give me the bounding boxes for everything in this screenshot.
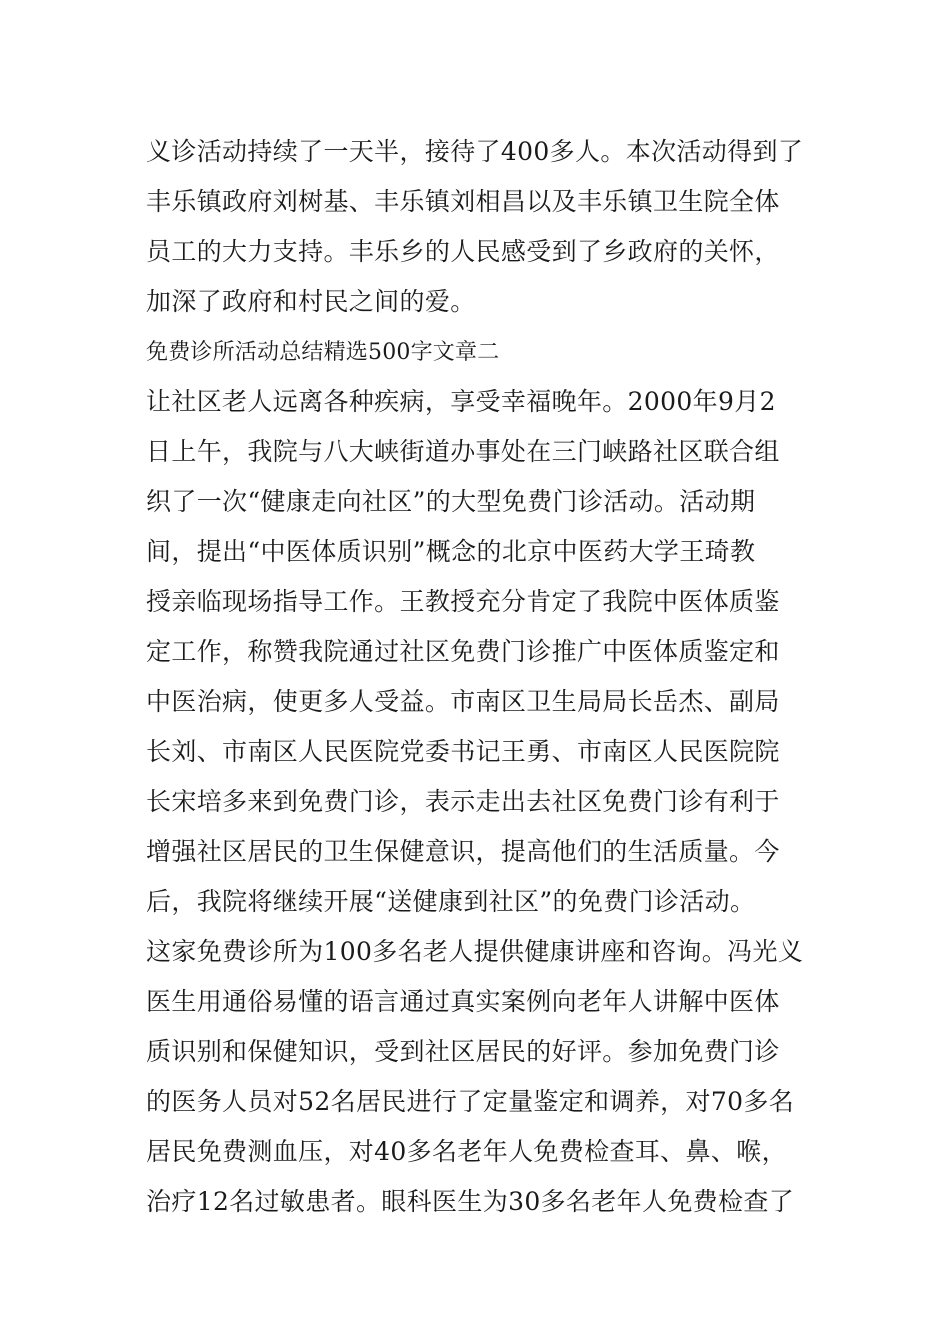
paragraph-1-line-2: 丰乐镇政府刘树基、丰乐镇刘相昌以及丰乐镇卫生院全体 bbox=[146, 187, 780, 216]
paragraph-3-line-6: 治疗12名过敏患者。眼科医生为30多名老年人免费检查了 bbox=[146, 1187, 795, 1216]
paragraph-2-line-5: 授亲临现场指导工作。王教授充分肯定了我院中医体质鉴 bbox=[146, 587, 780, 616]
section-heading: 免费诊所活动总结精选500字文章二 bbox=[146, 340, 500, 365]
paragraph-2-line-10: 增强社区居民的卫生保健意识，提高他们的生活质量。今 bbox=[146, 837, 780, 866]
paragraph-1-line-4: 加深了政府和村民之间的爱。 bbox=[146, 287, 476, 316]
paragraph-1-line-1: 义诊活动持续了一天半，接待了400多人。本次活动得到了 bbox=[146, 137, 804, 166]
paragraph-2-line-11: 后，我院将继续开展“送健康到社区”的免费门诊活动。 bbox=[146, 887, 756, 916]
paragraph-3-line-1: 这家免费诊所为100多名老人提供健康讲座和咨询。冯光义 bbox=[146, 937, 804, 966]
paragraph-1-line-3: 员工的大力支持。丰乐乡的人民感受到了乡政府的关怀， bbox=[146, 237, 780, 266]
paragraph-2-line-9: 长宋培多来到免费门诊，表示走出去社区免费门诊有利于 bbox=[146, 787, 780, 816]
paragraph-2-line-2: 日上午，我院与八大峡街道办事处在三门峡路社区联合组 bbox=[146, 437, 780, 466]
paragraph-3-line-3: 质识别和保健知识，受到社区居民的好评。参加免费门诊 bbox=[146, 1037, 780, 1066]
paragraph-2-line-4: 间，提出“中医体质识别”概念的北京中医药大学王琦教 bbox=[146, 537, 756, 566]
paragraph-3-line-2: 医生用通俗易懂的语言通过真实案例向老年人讲解中医体 bbox=[146, 987, 780, 1016]
paragraph-2-line-8: 长刘、市南区人民医院党委书记王勇、市南区人民医院院 bbox=[146, 737, 780, 766]
paragraph-2-line-3: 织了一次“健康走向社区”的大型免费门诊活动。活动期 bbox=[146, 487, 756, 516]
paragraph-3-line-5: 居民免费测血压，对40多名老年人免费检查耳、鼻、喉， bbox=[146, 1137, 787, 1166]
paragraph-3-line-4: 的医务人员对52名居民进行了定量鉴定和调养，对70多名 bbox=[146, 1087, 795, 1116]
paragraph-2-line-6: 定工作，称赞我院通过社区免费门诊推广中医体质鉴定和 bbox=[146, 637, 780, 666]
paragraph-2-line-1: 让社区老人远离各种疾病，享受幸福晚年。2000年9月2 bbox=[146, 387, 776, 416]
paragraph-2-line-7: 中医治病，使更多人受益。市南区卫生局局长岳杰、副局 bbox=[146, 687, 780, 716]
